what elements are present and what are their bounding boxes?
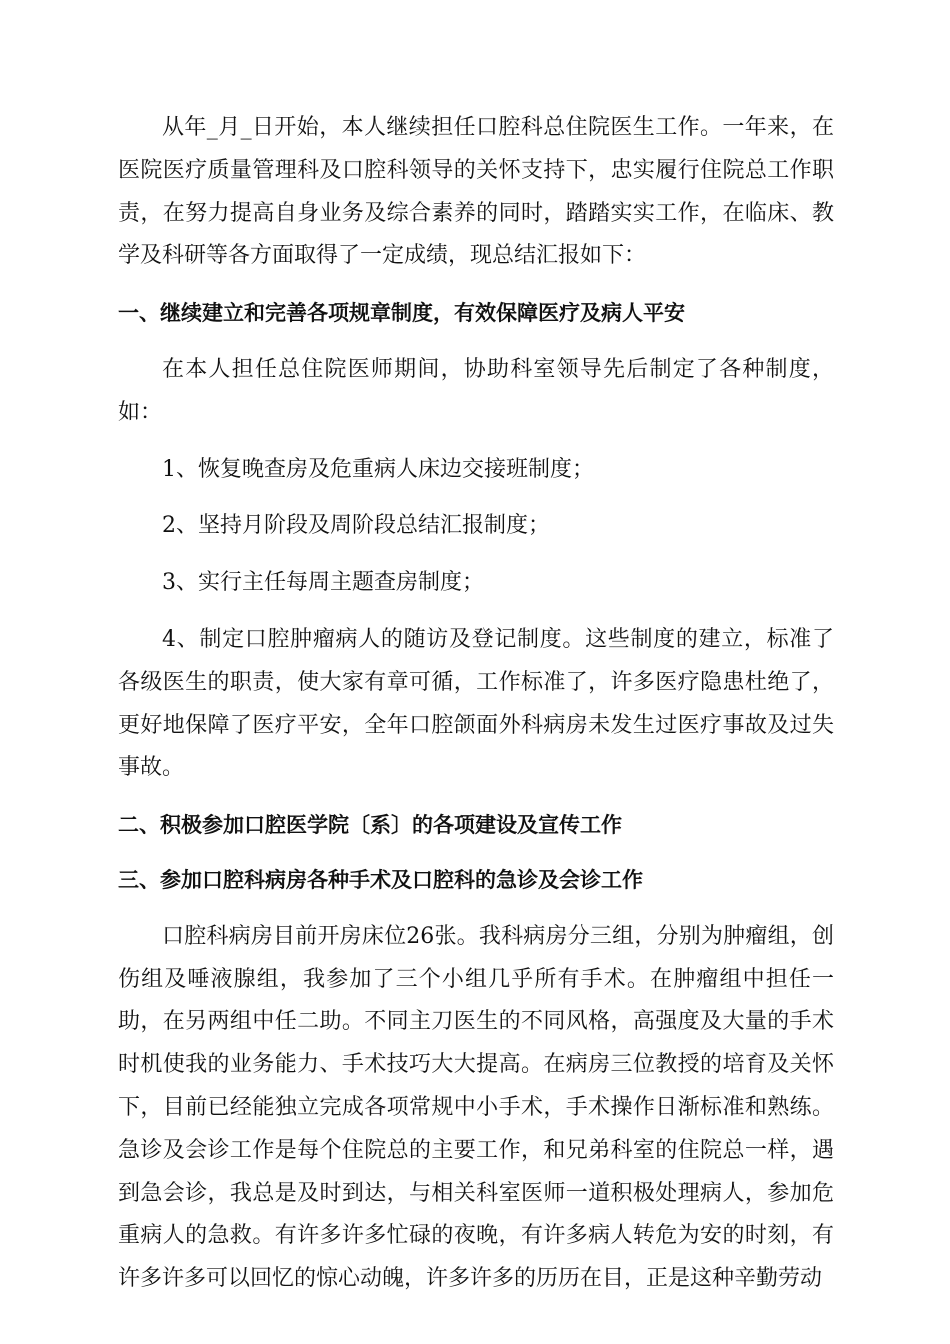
list-item-4: 4、制定口腔肿瘤病人的随访及登记制度。这些制度的建立，标准了各级医生的职责，使大家有章可循，工作标准了，许多医疗隐患杜绝了，更好地保障了医疗平安，全年口腔颌面外科病房未发生过医疗事故及过失事故。 (118, 626, 834, 781)
list-item-2: 2、坚持月阶段及周阶段总结汇报制度； (162, 513, 550, 539)
section-1-paragraph: 在本人担任总住院医师期间，协助科室领导先后制定了各种制度，如： (118, 356, 834, 425)
list-item-3: 3、实行主任每周主题查房制度； (162, 570, 484, 596)
section-3-paragraph: 口腔科病房目前开房床位26张。我科病房分三组，分别为肿瘤组，创伤组及唾液腺组，我参加了三个小组几乎所有手术。在肿瘤组中担任一助，在另两组中任二助。不同主刀医生的不同风格，高强度及大量的手术时机使我的业务能力、手术技巧大大提高。在病房三位教授的培育及关怀下，目前已经能独立完成各项常规中小手术，手术操作日渐标准和熟练。急诊及会诊工作是每个住院总的主要工作，和兄弟科室的住院总一样，遇到急会诊，我总是及时到达，与相关科室医师一道积极处理病人，参加危重病人的急救。有许多许多忙碌的夜晚，有许多病人转危为安的时刻，有许多许多可以回忆的惊心动魄，许多许多的历历在目，正是这种辛勤劳动 (118, 923, 834, 1292)
section-1-heading: 一、继续建立和完善各项规章制度，有效保障医疗及病人平安 (118, 301, 685, 326)
section-3-heading: 三、参加口腔科病房各种手术及口腔科的急诊及会诊工作 (118, 867, 643, 892)
document-body (118, 107, 834, 1301)
list-item-1: 1、恢复晚查房及危重病人床边交接班制度； (162, 456, 594, 482)
intro-paragraph: 从年_月_日开始，本人继续担任口腔科总住院医生工作。一年来，在医院医疗质量管理科及口腔科领导的关怀支持下，忠实履行住院总工作职责，在努力提高自身业务及综合素养的同时，踏踏实实工作，在临床、教学及科研等各方面取得了一定成绩，现总结汇报如下： (118, 115, 834, 269)
section-2-heading: 二、积极参加口腔医学院〔系〕的各项建设及宣传工作 (118, 813, 622, 838)
